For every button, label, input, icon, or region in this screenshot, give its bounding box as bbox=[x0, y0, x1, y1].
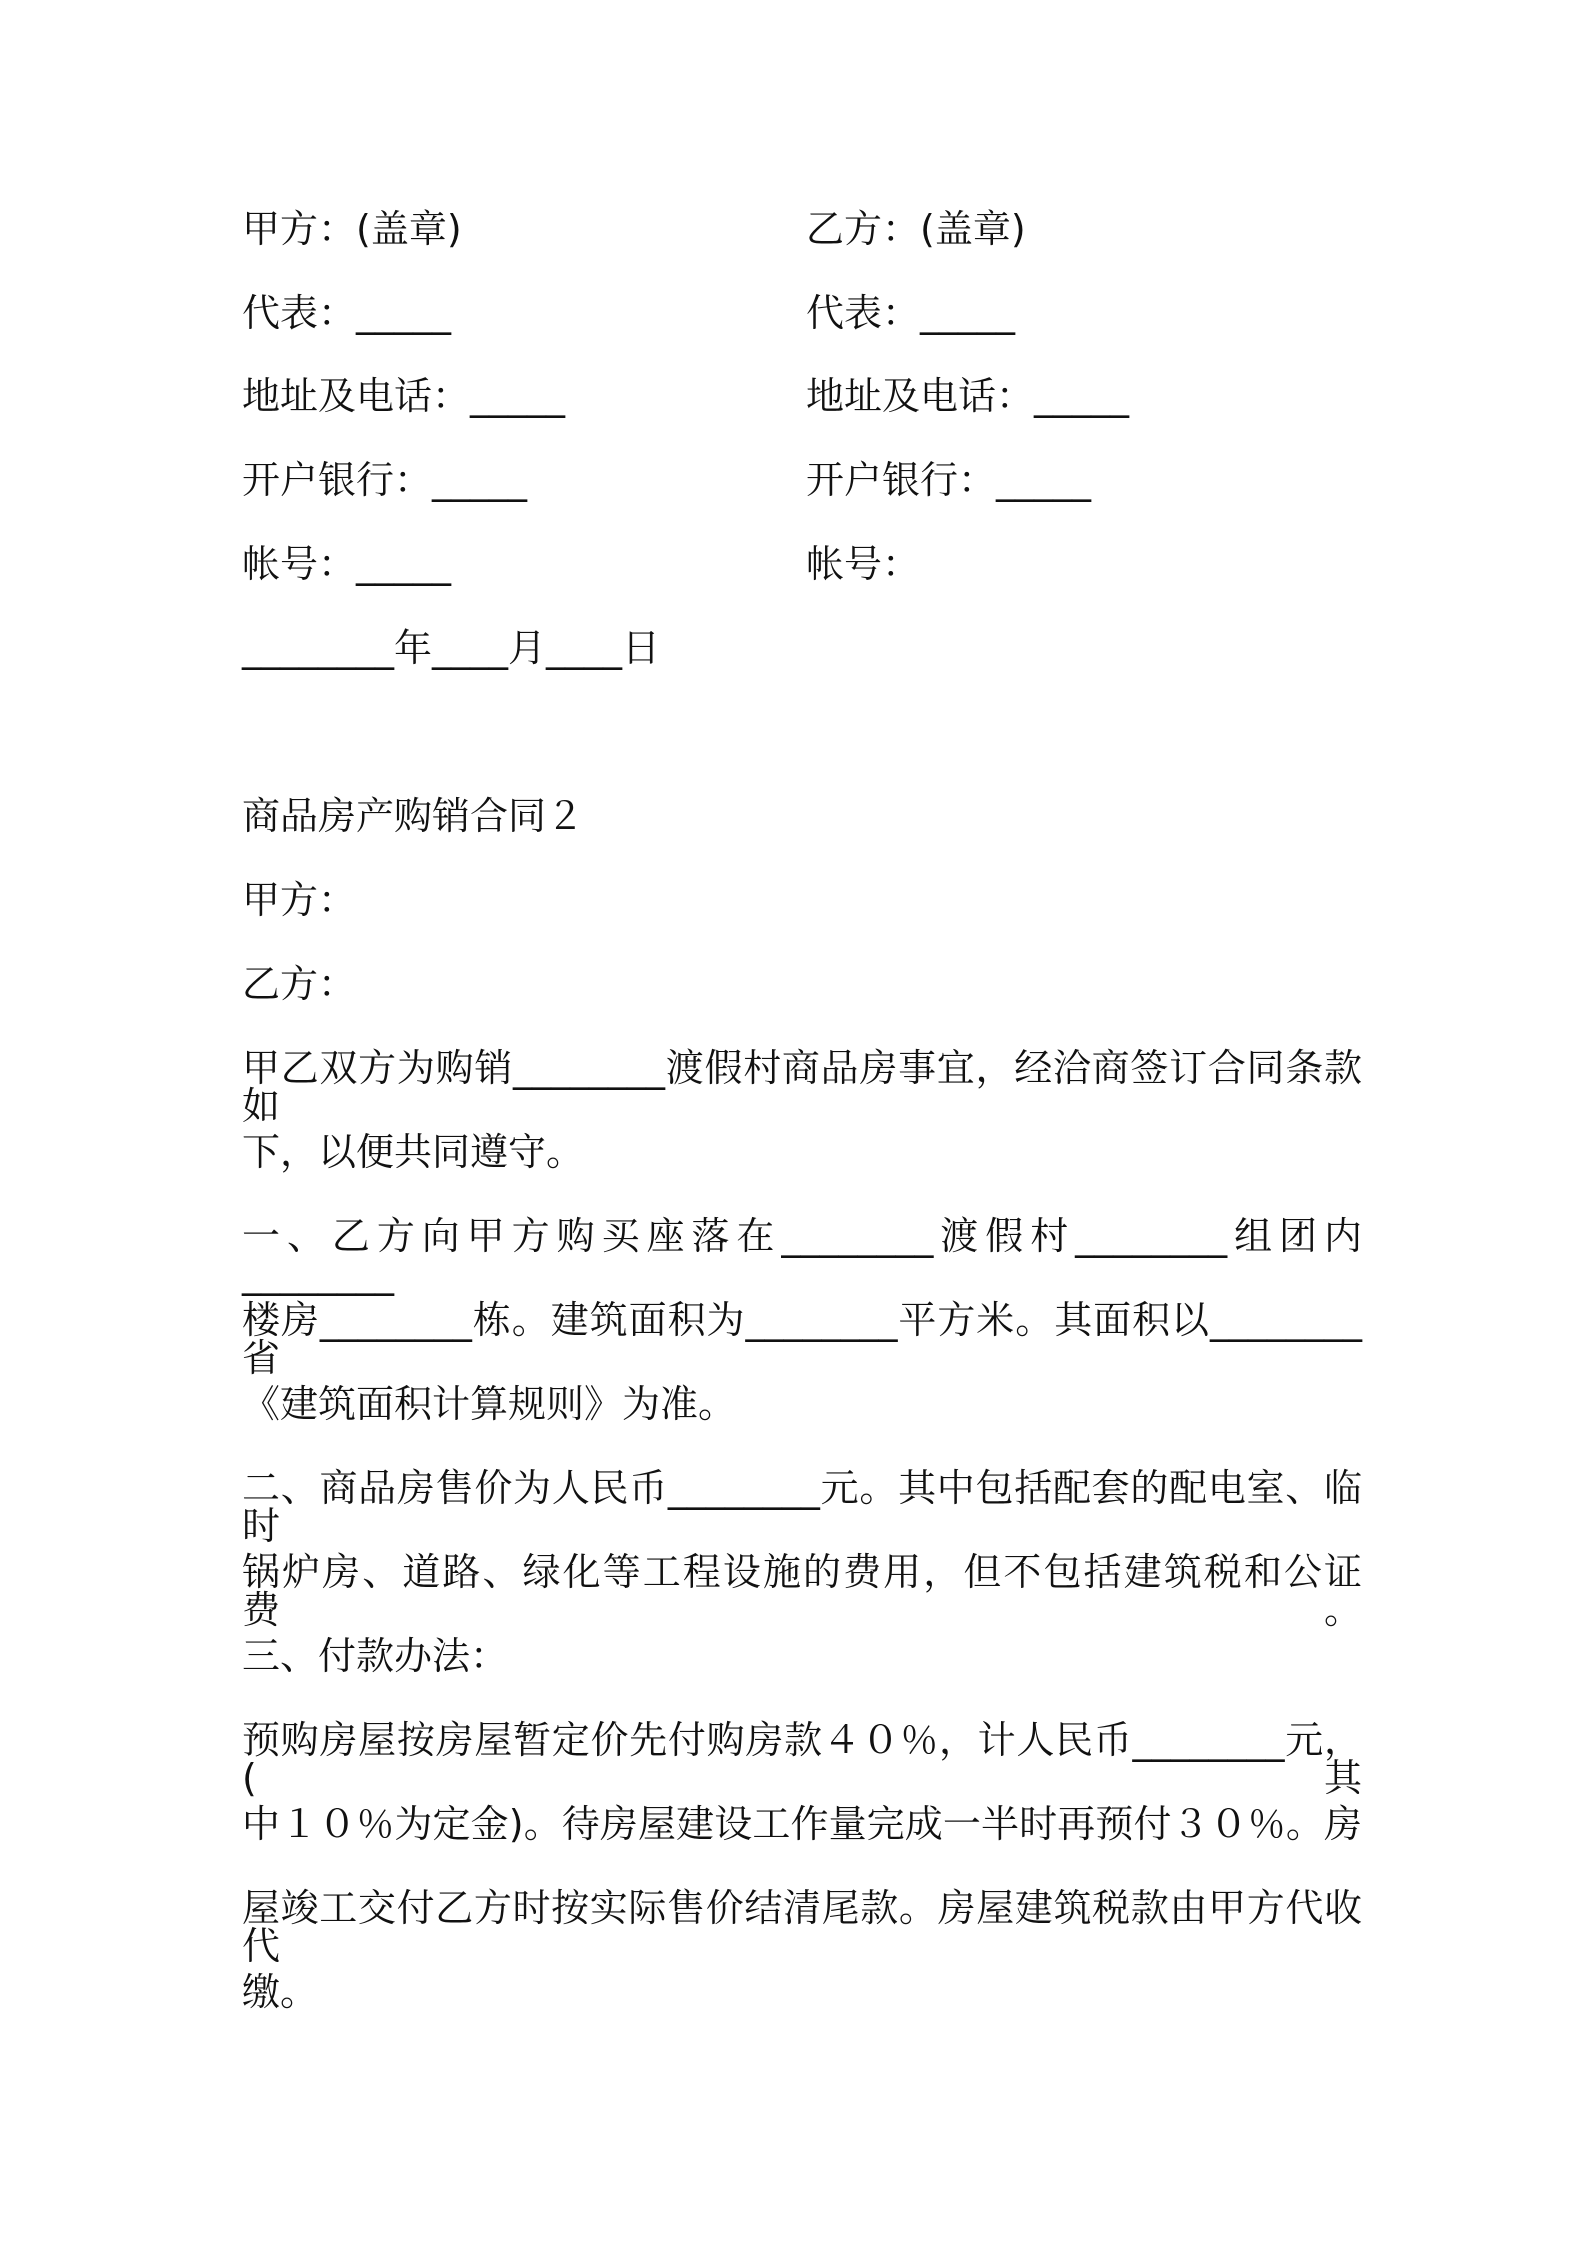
contract-line: 楼房________栋。建筑面积为________平方米。其面积以________省 bbox=[242, 1298, 1362, 1380]
contract-line: 一、乙方向甲方购买座落在________渡假村________组团内________ bbox=[242, 1214, 1362, 1296]
party-b-seal: 乙方：(盖章) bbox=[806, 207, 1026, 251]
contract-party-a: 甲方： bbox=[242, 878, 357, 922]
contract-line: 《建筑面积计算规则》为准。 bbox=[242, 1382, 737, 1426]
contract-party-b: 乙方： bbox=[242, 962, 357, 1006]
signature-date: ________年____月____日 bbox=[242, 626, 661, 670]
party-b-account: 帐号： bbox=[806, 542, 921, 586]
contract-line: 预购房屋按房屋暂定价先付购房款４０％，计人民币________元，(其 bbox=[242, 1718, 1362, 1800]
contract-line: 缴。 bbox=[242, 1970, 319, 2014]
party-b-representative: 代表：_____ bbox=[806, 291, 1016, 335]
party-a-address-phone: 地址及电话：_____ bbox=[242, 374, 566, 418]
contract-line: 中１０％为定金)。待房屋建设工作量完成一半时再预付３０％。房 bbox=[242, 1802, 1362, 1846]
party-a-seal: 甲方：(盖章) bbox=[242, 207, 462, 251]
party-b-address-phone: 地址及电话：_____ bbox=[806, 374, 1130, 418]
contract-title: 商品房产购销合同２ bbox=[242, 794, 585, 838]
contract-line: 锅炉房、道路、绿化等工程设施的费用，但不包括建筑税和公证费。 bbox=[242, 1550, 1362, 1632]
party-a-representative: 代表：_____ bbox=[242, 291, 452, 335]
contract-line: 甲乙双方为购销________渡假村商品房事宜，经洽商签订合同条款如 bbox=[242, 1046, 1362, 1128]
party-b-bank: 开户银行：_____ bbox=[806, 458, 1092, 502]
contract-line: 二、商品房售价为人民币________元。其中包括配套的配电室、临时 bbox=[242, 1466, 1362, 1548]
party-a-bank: 开户银行：_____ bbox=[242, 458, 528, 502]
contract-line: 屋竣工交付乙方时按实际售价结清尾款。房屋建筑税款由甲方代收代 bbox=[242, 1886, 1362, 1968]
party-a-account: 帐号：_____ bbox=[242, 542, 452, 586]
contract-line: 三、付款办法： bbox=[242, 1634, 509, 1678]
contract-line: 下，以便共同遵守。 bbox=[242, 1130, 585, 1174]
